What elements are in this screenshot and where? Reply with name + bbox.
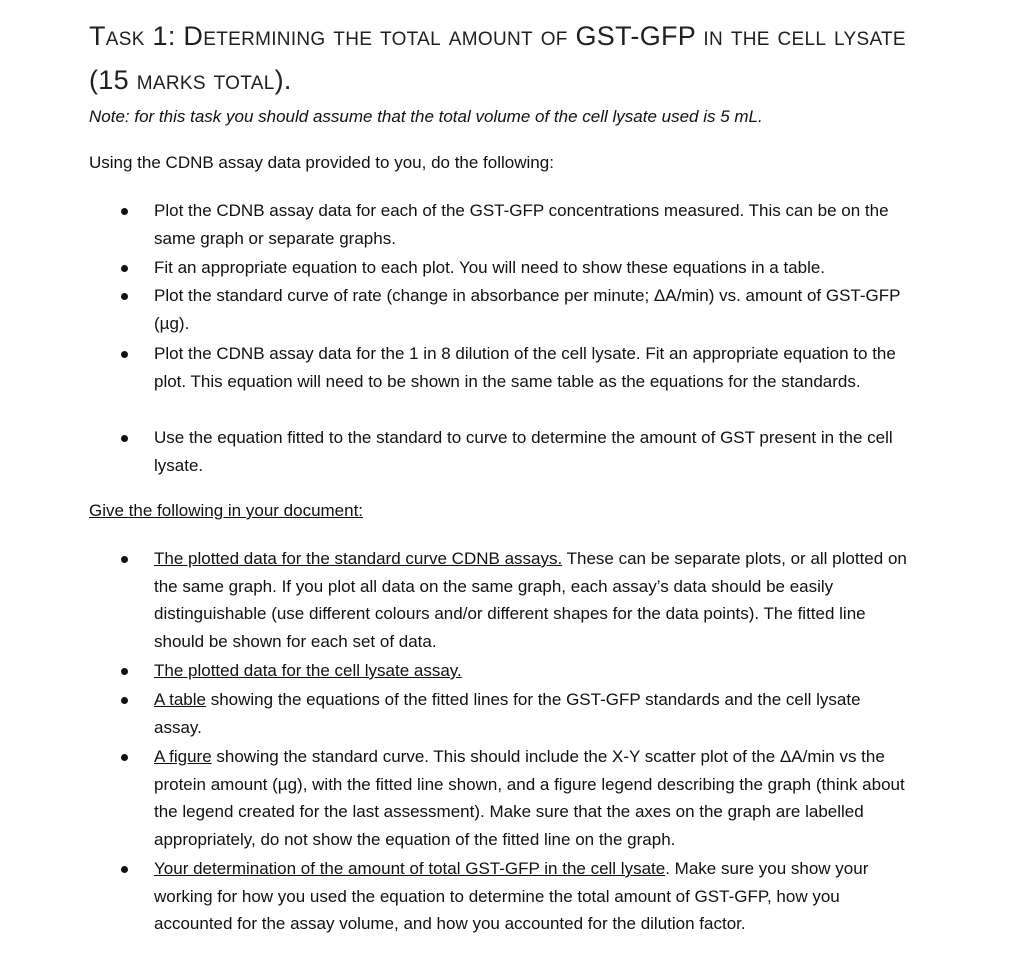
task-note: Note: for this task you should assume that the total volume of the cell lysate used is 5 mL.: [89, 107, 763, 126]
intro-text: Using the CDNB assay data provided to you, do the following:: [89, 153, 554, 172]
deliverable-lead: The plotted data for the standard curve CDNB assays.: [154, 549, 563, 568]
instruction-item: [154, 424, 909, 479]
instruction-text: Plot the CDNB assay data for each of the GST-GFP concentrations measured. This can be on the same graph or separate graphs.: [154, 201, 889, 248]
instruction-item: [154, 197, 909, 252]
instruction-item: [154, 340, 909, 395]
deliverable-item: [154, 686, 909, 741]
deliverable-item: [154, 545, 909, 655]
deliverable-lead: A table: [154, 690, 206, 709]
deliverable-lead: The plotted data for the cell lysate assay.: [154, 661, 462, 680]
instruction-text: Fit an appropriate equation to each plot. You will need to show these equations in a table.: [154, 258, 826, 277]
deliverables-heading: Give the following in your document:: [89, 501, 364, 520]
deliverable-text: These can be separate plots, or all plotted on the same graph. If you plot all data on the same graph, each assay’s data should be easily distinguishable (use different colours and/or different shapes for the data points). The fitted line should be shown for each set of data.: [154, 549, 907, 651]
bullet-icon: [121, 265, 128, 272]
instruction-text: Use the equation fitted to the standard to curve to determine the amount of GST present in the cell lysate.: [154, 428, 893, 475]
deliverable-item: [154, 657, 909, 685]
deliverable-text: showing the standard curve. This should include the X-Y scatter plot of the ΔA/min vs the protein amount (µg), with the fitted line shown, and a figure legend describing the graph (think about the legend created for the last assessment). Make sure that the axes on the graph are labelled appropriately, do not show the equation of the fitted line on the graph.: [154, 747, 905, 849]
bullet-icon: [121, 293, 128, 300]
instruction-text: Plot the CDNB assay data for the 1 in 8 dilution of the cell lysate. Fit an appropriate equation to the plot. This equation will need to be shown in the same table as the equations for the standards.: [154, 344, 896, 391]
deliverable-item: [154, 855, 909, 938]
bullet-icon: [121, 435, 128, 442]
bullet-icon: [121, 668, 128, 675]
instruction-text: Plot the standard curve of rate (change in absorbance per minute; ΔA/min) vs. amount of GST-GFP (µg).: [154, 286, 901, 333]
deliverable-text: showing the equations of the fitted lines for the GST-GFP standards and the cell lysate assay.: [154, 690, 861, 737]
bullet-icon: [121, 556, 128, 563]
deliverable-item: [154, 743, 909, 853]
bullet-icon: [121, 697, 128, 704]
bullet-icon: [121, 208, 128, 215]
bullet-icon: [121, 866, 128, 873]
deliverable-lead: A figure: [154, 747, 212, 766]
bullet-icon: [121, 351, 128, 358]
bullet-icon: [121, 754, 128, 761]
instruction-item: [154, 282, 909, 337]
deliverable-text: . Make sure you show your working for how you used the equation to determine the total amount of GST-GFP, how you accounted for the assay volume, and how you accounted for the dilution factor.: [154, 859, 869, 933]
instruction-item: [154, 254, 909, 282]
deliverable-lead: Your determination of the amount of total GST-GFP in the cell lysate: [154, 859, 666, 878]
page-title: Task 1: Determining the total amount of GST-GFP in the cell lysate (15 marks total).: [89, 21, 906, 95]
